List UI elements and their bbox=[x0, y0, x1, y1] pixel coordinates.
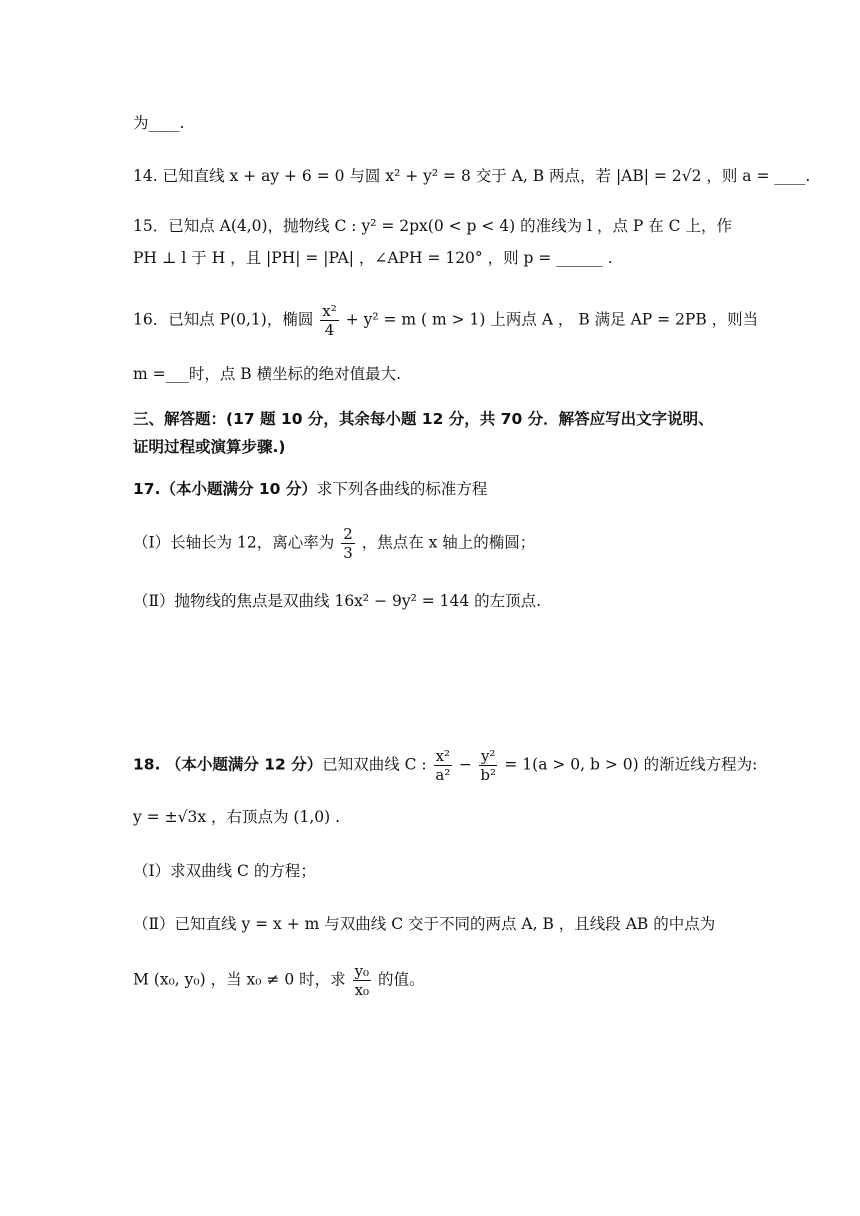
q18-3-prefix: M (x₀, y₀) ，当 x₀ ≠ 0 时，求 bbox=[133, 970, 346, 989]
q18-3-den: x₀ bbox=[354, 981, 370, 999]
q18-3-num: y₀ bbox=[354, 962, 370, 980]
q16-suffix: + y² = m ( m > 1) 上两点 A ， B 满足 AP = 2PB ，则当 bbox=[345, 310, 759, 329]
q16-fraction bbox=[320, 302, 338, 339]
question-18-line-2: y = ±√3x ，右顶点为 (1,0) . bbox=[133, 808, 341, 826]
question-18-line-1 bbox=[133, 747, 758, 784]
section-3-heading-line-2: 证明过程或演算步骤.) bbox=[133, 438, 286, 456]
question-18-part-3 bbox=[133, 962, 733, 999]
question-15-line-2: PH ⊥ l 于 H ，且 |PH| = |PA| ，∠APH = 120° ，则 p = ______ . bbox=[133, 249, 613, 267]
q16-frac-den: 4 bbox=[324, 321, 335, 339]
section-3-heading-line-1: 三、解答题：(17 题 10 分，其余每小题 12 分，共 70 分．解答应写出文字说明、 bbox=[133, 410, 714, 428]
question-17-part-2: （Ⅱ）抛物线的焦点是双曲线 16x² − 9y² = 144 的左顶点. bbox=[133, 592, 542, 610]
question-18-part-2: （Ⅱ）已知直线 y = x + m 与双曲线 C 交于不同的两点 A, B ，且线段 AB 的中点为 bbox=[133, 915, 716, 933]
q18-fraction-1 bbox=[434, 747, 452, 784]
q16-frac-num: x² bbox=[322, 302, 337, 320]
q16-prefix: 16．已知点 P(0,1)，椭圆 bbox=[133, 310, 314, 329]
question-15-line-1: 15．已知点 A(4,0)，抛物线 C : y² = 2px(0 < p < 4) 的准线为 l ，点 P 在 C 上，作 bbox=[133, 217, 732, 235]
question-16-line-1 bbox=[133, 302, 759, 339]
q18-3-suffix: 的值。 bbox=[378, 970, 425, 989]
q18-fraction-2 bbox=[479, 747, 498, 784]
question-17-heading bbox=[133, 478, 733, 500]
q18-minus: − bbox=[459, 755, 473, 774]
q18-suffix: = 1(a > 0, b > 0) 的渐近线方程为: bbox=[504, 755, 758, 774]
q18-num-1: x² bbox=[435, 747, 451, 765]
q18-prefix: 已知双曲线 C : bbox=[322, 755, 427, 774]
q17-1-fraction bbox=[341, 525, 355, 562]
q17-1-num: 2 bbox=[343, 525, 353, 543]
question-16-line-2: m =___时，点 B 横坐标的绝对值最大. bbox=[133, 365, 402, 383]
q18-3-fraction bbox=[353, 962, 372, 999]
q17-text: 求下列各曲线的标准方程 bbox=[316, 480, 488, 498]
text-line-1: 为____. bbox=[133, 114, 185, 132]
question-14: 14. 已知直线 x + ay + 6 = 0 与圆 x² + y² = 8 交于 A, B 两点，若 |AB| = 2√2 ，则 a = ____. bbox=[133, 167, 811, 185]
q18-den-2: b² bbox=[480, 766, 497, 784]
q17-1-suffix: ，焦点在 x 轴上的椭圆； bbox=[361, 533, 536, 552]
q17-score-label: 17.（本小题满分 10 分） bbox=[133, 480, 317, 498]
q18-den-1: a² bbox=[435, 766, 451, 784]
q18-num-2: y² bbox=[480, 747, 496, 765]
question-17-part-1 bbox=[133, 525, 733, 562]
question-18-part-1: （Ⅰ）求双曲线 C 的方程； bbox=[133, 862, 316, 880]
q18-score-label: 18. （本小题满分 12 分） bbox=[133, 755, 323, 774]
q17-1-prefix: （Ⅰ）长轴长为 12，离心率为 bbox=[133, 533, 335, 552]
q17-1-den: 3 bbox=[343, 544, 353, 562]
